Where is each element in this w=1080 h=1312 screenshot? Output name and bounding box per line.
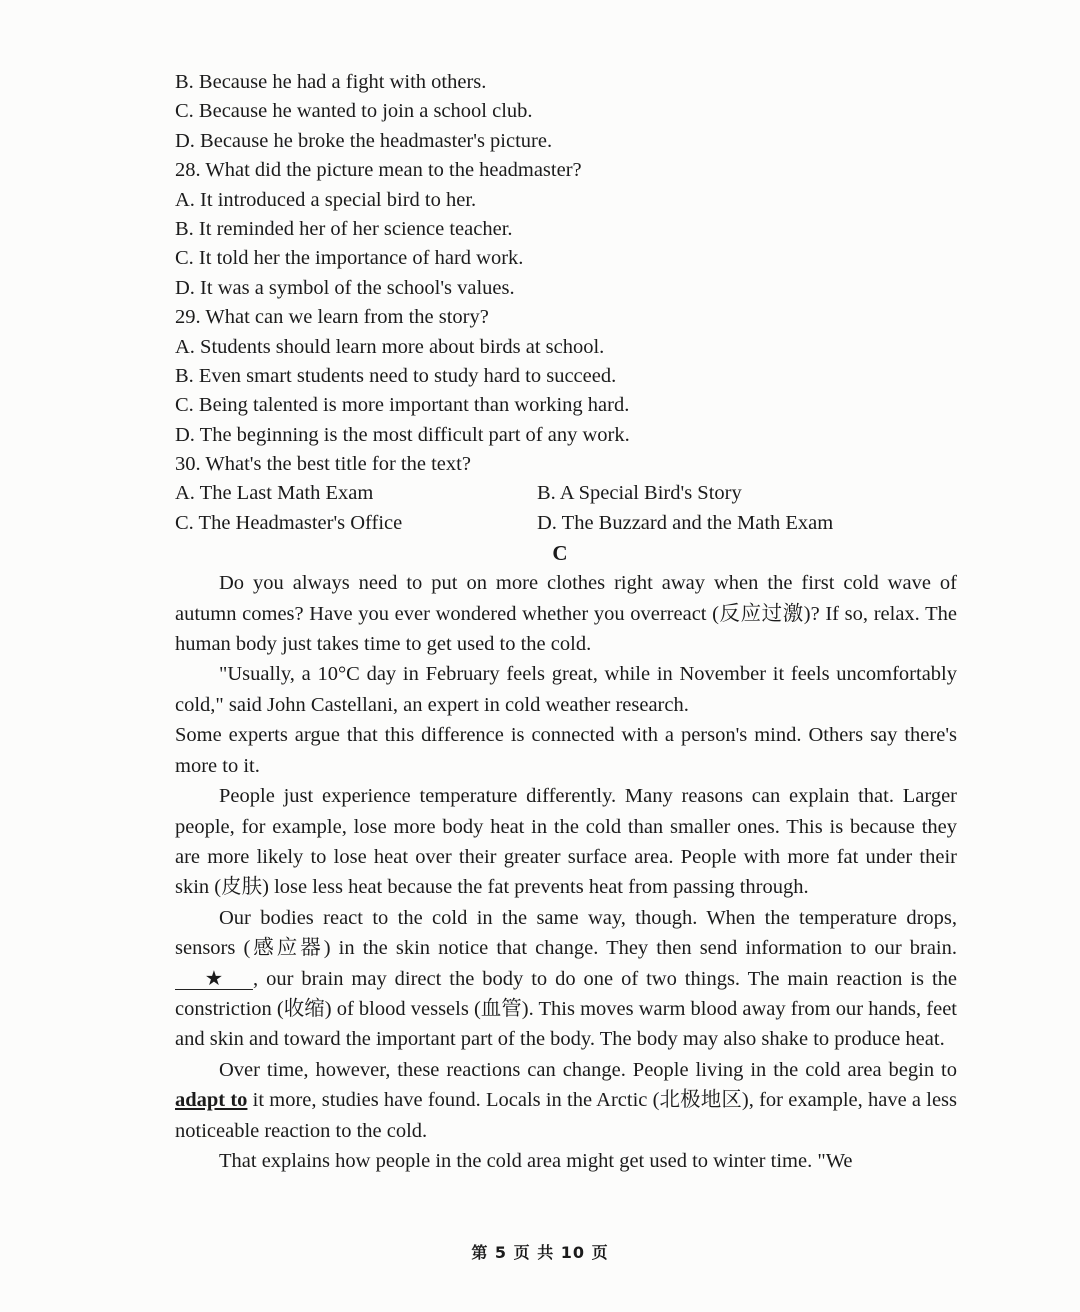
q30-question: 30. What's the best title for the text? <box>175 453 471 476</box>
paragraph-7: That explains how people in the cold area might get used to winter time. "We <box>219 1149 853 1172</box>
section-c-title: C <box>552 541 568 566</box>
q30-option-d: D. The Buzzard and the Math Exam <box>537 511 834 534</box>
exam-page <box>175 68 965 1176</box>
paragraph-1: Do you always need to put on more clothes right away when the first cold wave of autumn comes? Have you ever wondered whether you overreact (反应过激)? If so, relax. The human body just takes time to get used to the cold. <box>175 572 957 656</box>
q28-option-d: D. It was a symbol of the school's values. <box>175 276 515 299</box>
q29-option-d: D. The beginning is the most difficult part of any work. <box>175 423 630 446</box>
paragraph-6-before: Over time, however, these reactions can change. People living in the cold area begin to <box>219 1058 957 1081</box>
paragraph-2: "Usually, a 10°C day in February feels great, while in November it feels uncomfortably cold," said John Castellani, an expert in cold weather research. <box>175 663 957 716</box>
q28-option-b: B. It reminded her of her science teacher. <box>175 217 513 240</box>
q29-option-a: A. Students should learn more about birds at school. <box>175 335 605 358</box>
paragraph-5-after-blank: , our brain may direct the body to do one of two things. The main reaction is the constriction (收缩) of blood vessels (血管). This moves warm blood away from our hands, feet and skin and toward the important part of the body. The body may also shake to produce heat. <box>175 967 957 1051</box>
q30-option-b: B. A Special Bird's Story <box>537 482 742 505</box>
q29-option-b: B. Even smart students need to study hard to succeed. <box>175 364 617 387</box>
underlined-phrase: adapt to <box>175 1089 248 1112</box>
q27-option-c: C. Because he wanted to join a school club. <box>175 100 533 123</box>
paragraph-4: People just experience temperature differently. Many reasons can explain that. Larger people, for example, lose more body heat in the cold than smaller ones. This is because they are more likely to lose heat over their greater surface area. People with more fat under their skin (皮肤) lose less heat because the fat prevents heat from passing through. <box>175 785 957 899</box>
page-number-footer: 第 5 页 共 10 页 <box>471 1243 609 1262</box>
q28-question: 28. What did the picture mean to the headmaster? <box>175 159 582 182</box>
q27-option-b: B. Because he had a fight with others. <box>175 71 487 93</box>
q28-option-c: C. It told her the importance of hard work. <box>175 247 524 270</box>
paragraph-6 <box>175 1055 957 1146</box>
star-blank: ★ <box>175 969 253 990</box>
paragraph-3: Some experts argue that this difference is connected with a person's mind. Others say there's more to it. <box>175 724 957 777</box>
q29-option-c: C. Being talented is more important than working hard. <box>175 394 630 417</box>
paragraph-5 <box>175 903 957 1055</box>
q30-option-a: A. The Last Math Exam <box>175 482 374 505</box>
q30-options-row-1 <box>175 479 965 508</box>
q28-option-a: A. It introduced a special bird to her. <box>175 188 477 211</box>
q27-option-d: D. Because he broke the headmaster's picture. <box>175 129 553 152</box>
paragraph-6-after: it more, studies have found. Locals in the Arctic (北极地区), for example, have a less noticeable reaction to the cold. <box>175 1089 957 1142</box>
q29-question: 29. What can we learn from the story? <box>175 306 489 329</box>
q30-options-row-2 <box>175 509 965 538</box>
q30-option-c: C. The Headmaster's Office <box>175 511 403 534</box>
paragraph-5-before-blank: Our bodies react to the cold in the same way, though. When the temperature drops, sensors (感应器) in the skin notice that change. They then send information to our brain. <box>175 906 957 960</box>
